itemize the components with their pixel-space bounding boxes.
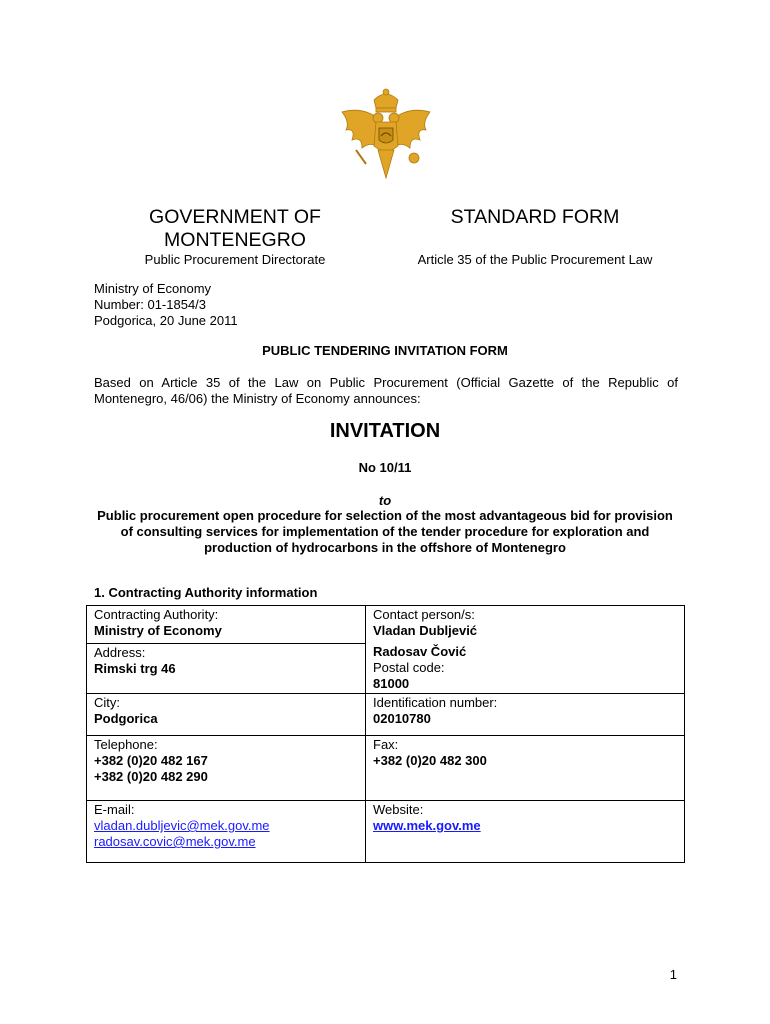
- table-row: [87, 736, 685, 801]
- postal-code-value: 81000: [373, 676, 410, 691]
- table-cell: [87, 644, 366, 694]
- city-label: City:: [94, 695, 120, 710]
- invitation-number: No 10/11: [358, 460, 412, 475]
- fax-value: +382 (0)20 482 300: [373, 753, 487, 768]
- telephone-value-2: +382 (0)20 482 290: [94, 769, 208, 784]
- email-label: E-mail:: [94, 802, 135, 817]
- table-cell: [366, 736, 685, 801]
- table-cell: [87, 801, 366, 863]
- page-number: 1: [669, 967, 677, 982]
- contracting-authority-value: Ministry of Economy: [94, 623, 222, 638]
- table-row: [87, 801, 685, 863]
- contact-person-2: Radosav Čović: [373, 644, 467, 659]
- table-row: [87, 606, 685, 644]
- telephone-value-1: +382 (0)20 482 167: [94, 753, 208, 768]
- standard-form-title: STANDARD FORM: [450, 206, 620, 228]
- table-cell: [87, 736, 366, 801]
- address-value: Rimski trg 46: [94, 661, 176, 676]
- table-cell: [366, 606, 685, 694]
- article-subtitle: Article 35 of the Public Procurement Law: [417, 252, 653, 267]
- invitation-to: to: [378, 493, 392, 508]
- place-date-line: Podgorica, 20 June 2011: [94, 313, 238, 328]
- contact-label: Contact person/s:: [373, 607, 475, 622]
- fax-label: Fax:: [373, 737, 399, 752]
- table-cell: [87, 694, 366, 736]
- website-label: Website:: [373, 802, 424, 817]
- table-cell: [87, 606, 366, 644]
- address-label: Address:: [94, 645, 146, 660]
- ministry-line: Ministry of Economy: [94, 281, 212, 296]
- form-title: PUBLIC TENDERING INVITATION FORM: [262, 343, 508, 358]
- number-line: Number: 01-1854/3: [94, 297, 207, 312]
- section-title: 1. Contracting Authority information: [94, 585, 318, 600]
- document-meta: [94, 281, 238, 329]
- contracting-authority-table: [86, 605, 685, 863]
- intro-paragraph: Based on Article 35 of the Law on Public Procurement (Official Gazette of the Republic of Montenegro, 46/06) the Ministry of Economy announces:: [94, 375, 678, 406]
- government-title: GOVERNMENT OF MONTENEGRO: [149, 206, 321, 251]
- identification-label: Identification number:: [373, 695, 498, 710]
- email-link-2[interactable]: radosav.covic@mek.gov.me: [94, 834, 256, 849]
- table-row: [87, 694, 685, 736]
- table-cell: [366, 694, 685, 736]
- montenegro-coat-of-arms-icon: [336, 86, 436, 186]
- table-cell: [366, 801, 685, 863]
- invitation-heading: INVITATION: [329, 420, 441, 442]
- postal-code-label: Postal code:: [373, 660, 445, 675]
- directorate-subtitle: Public Procurement Directorate: [144, 252, 326, 267]
- contracting-authority-label: Contracting Authority:: [94, 607, 219, 622]
- identification-value: 02010780: [373, 711, 431, 726]
- telephone-label: Telephone:: [94, 737, 158, 752]
- invitation-subject: Public procurement open procedure for selection of the most advantageous bid for provision of consulting services for implementation of the tender procedure for exploration and production of hydrocarbons in the offshore of Montenegro: [97, 508, 673, 555]
- email-link-1[interactable]: vladan.dubljevic@mek.gov.me: [94, 818, 270, 833]
- contact-person-1: Vladan Dubljević: [373, 623, 478, 638]
- website-link[interactable]: www.mek.gov.me: [373, 818, 481, 833]
- city-value: Podgorica: [94, 711, 158, 726]
